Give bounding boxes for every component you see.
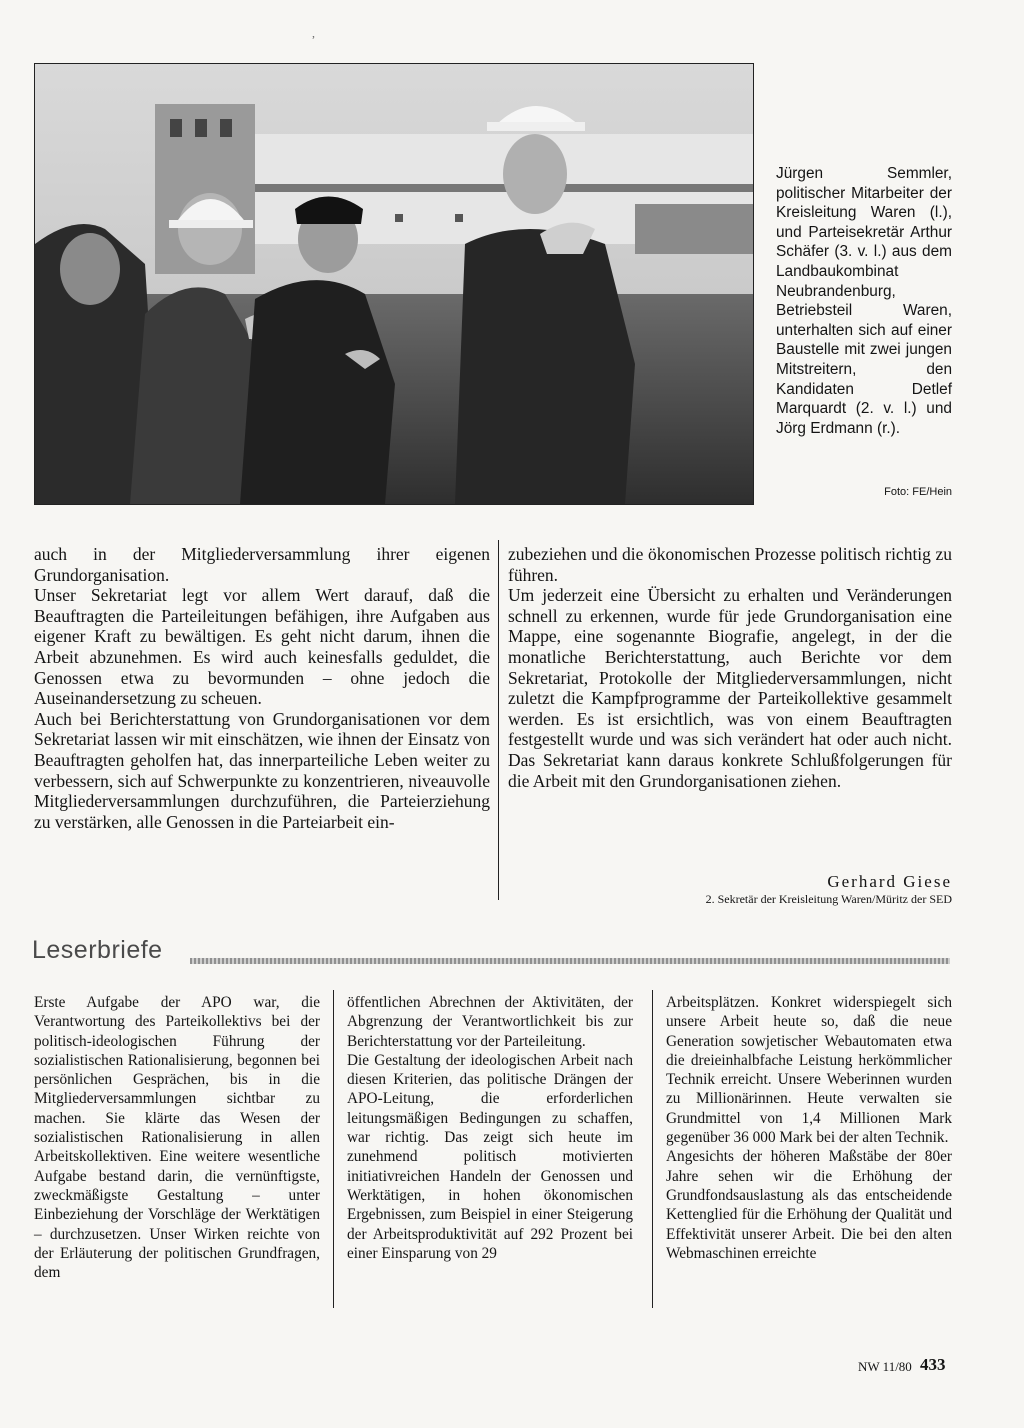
section-heading-rule bbox=[190, 958, 950, 964]
letters-paragraph: Arbeitsplätzen. Konkret widerspiegelt sich unsere Arbeit heute so, daß die neue Generation sowjetischer Webautomaten etwa die dreieinhalbfache Leistung herkömmlicher Technik erreicht. Unsere Weberinnen wurden zu Millionärinnen. Heute verwalten sie Grundmittel von 1,4 Millionen Mark gegenüber 36 000 Mark bei der alten Technik. bbox=[666, 994, 952, 1147]
article-column-left bbox=[34, 544, 490, 832]
letters-paragraph: Die Gestaltung der ideologischen Arbeit nach diesen Kriterien, das politische Drängen der APO-Leitung, die erforderlichen leitungsmäßigen Bedingungen zu schaffen, war richtig. Das zeigt sich heute im zunehmend politisch motivierten initiativreichen Handeln der Genossen und Werktätigen, in hohen ökonomischen Ergebnissen, zum Beispiel in einer Steigerung der Arbeitsproduktivität auf 292 Prozent bei einer Einsparung von 29 bbox=[347, 1051, 633, 1262]
letters-paragraph: Angesichts der höheren Maßstäbe der 80er Jahre sehen wir die Erhöhung der Grundfondsauslastung als das entscheidende Kettenglied für die Erhöhung der Qualität und Effektivität unserer Arbeit. Die bei den alten Webmaschinen erreichte bbox=[666, 1148, 952, 1262]
letters-column-3 bbox=[666, 993, 952, 1263]
column-divider bbox=[498, 540, 499, 900]
photo-illustration bbox=[35, 64, 753, 504]
photo-caption-text: Jürgen Semmler, politischer Mitarbeiter der Kreisleitung Waren (l.), und Parteisekretär Arthur Schäfer (3. v. l.) aus dem Landbaukombinat Neubrandenburg, Betriebsteil Waren, unterhalten sich auf einer Baustelle mit zwei jungen Mitstreitern, den Kandidaten Detlef Marquardt (2. v. l.) und Jörg Erdmann (r.). bbox=[776, 165, 952, 437]
article-author: Gerhard Giese bbox=[827, 872, 952, 891]
letters-column-2 bbox=[347, 993, 633, 1263]
article-paragraph: zubeziehen und die ökonomischen Prozesse politisch richtig zu führen. bbox=[508, 544, 952, 585]
article-paragraph: auch in der Mitgliederversammlung ihrer eigenen Grundorganisation. bbox=[34, 544, 490, 585]
issue-label: NW 11/80 bbox=[858, 1359, 912, 1374]
letters-paragraph: Erste Aufgabe der APO war, die Verantwortung des Parteikollektivs bei der politisch-ideologischen Führung der sozialistischen Rationalisierung, begonnen bei persönlichen Gesprächen, bis in die Mitgliederversammlungen sichtbar zu machen. Sie klärte das Wesen der sozialistischen Rationalisierung in allen Arbeitskollektiven. Eine weitere wesentliche Aufgabe bestand darin, die vernünftigste, zweckmäßigste Gestaltung – unter Einbeziehung der Vorschläge der Werktätigen – durchzusetzen. Unser Wirken reichte von der Erläuterung der politischen Grundfragen, dem bbox=[34, 994, 320, 1282]
column-divider bbox=[333, 990, 334, 1308]
section-heading-letters: Leserbriefe bbox=[32, 936, 163, 964]
article-column-right bbox=[508, 544, 952, 791]
photo-caption bbox=[776, 164, 952, 438]
article-paragraph: Um jederzeit eine Übersicht zu erhalten und Veränderungen schnell zu erkennen, wurde für jede Grundorganisation eine Mappe, eine sogenannte Biografie, angelegt, in der die monatliche Berichterstattung, auch Berichte vor dem Sekretariat, Protokolle der Mitgliederversammlungen, nicht zuletzt die Kampfprogramme der Parteikollektive gesammelt werden. Es ist ersichtlich, was von einem Beauftragten festgestellt wurde und was sich verändert hat oder auch nicht. Das Sekretariat kann daraus konkrete Schlußfolgerungen für die Arbeit mit den Grundorganisationen ziehen. bbox=[508, 585, 952, 791]
article-paragraph: Unser Sekretariat legt vor allem Wert darauf, daß die Beauftragten die Parteileitungen befähigen, ihre Aufgaben aus eigener Kraft zu bewältigen. Es geht nicht darum, ihnen die Arbeit abzunehmen. Es wird auch keinesfalls geduldet, die Genossen etwa zu bevormunden – ohne jedoch die Auseinandersetzung zu scheuen. bbox=[34, 585, 490, 709]
construction-site-photo bbox=[34, 63, 754, 505]
scan-mark: , bbox=[312, 26, 315, 40]
letters-paragraph: öffentlichen Abrechnen der Aktivitäten, der Abgrenzung der Verantwortlichkeit bis zur Berichterstattung vor der Parteileitung. bbox=[347, 994, 633, 1050]
column-divider bbox=[652, 990, 653, 1308]
article-paragraph: Auch bei Berichterstattung von Grundorganisationen vor dem Sekretariat lassen wir mit einschätzen, wie ihnen der Einsatz von Beauftragten geholfen hat, das innerparteiliche Leben weiter zu verbessern, sich auf Schwerpunkte zu konzentrieren, niveauvolle Mitgliederversammlungen durchzuführen, die Parteierziehung zu verstärken, alle Genossen in die Parteiarbeit ein- bbox=[34, 708, 490, 832]
page-number: 433 bbox=[920, 1355, 946, 1374]
photo-credit: Foto: FE/Hein bbox=[884, 486, 952, 498]
letters-column-1 bbox=[34, 993, 320, 1282]
article-author-role: 2. Sekretär der Kreisleitung Waren/Müritz der SED bbox=[705, 892, 952, 906]
